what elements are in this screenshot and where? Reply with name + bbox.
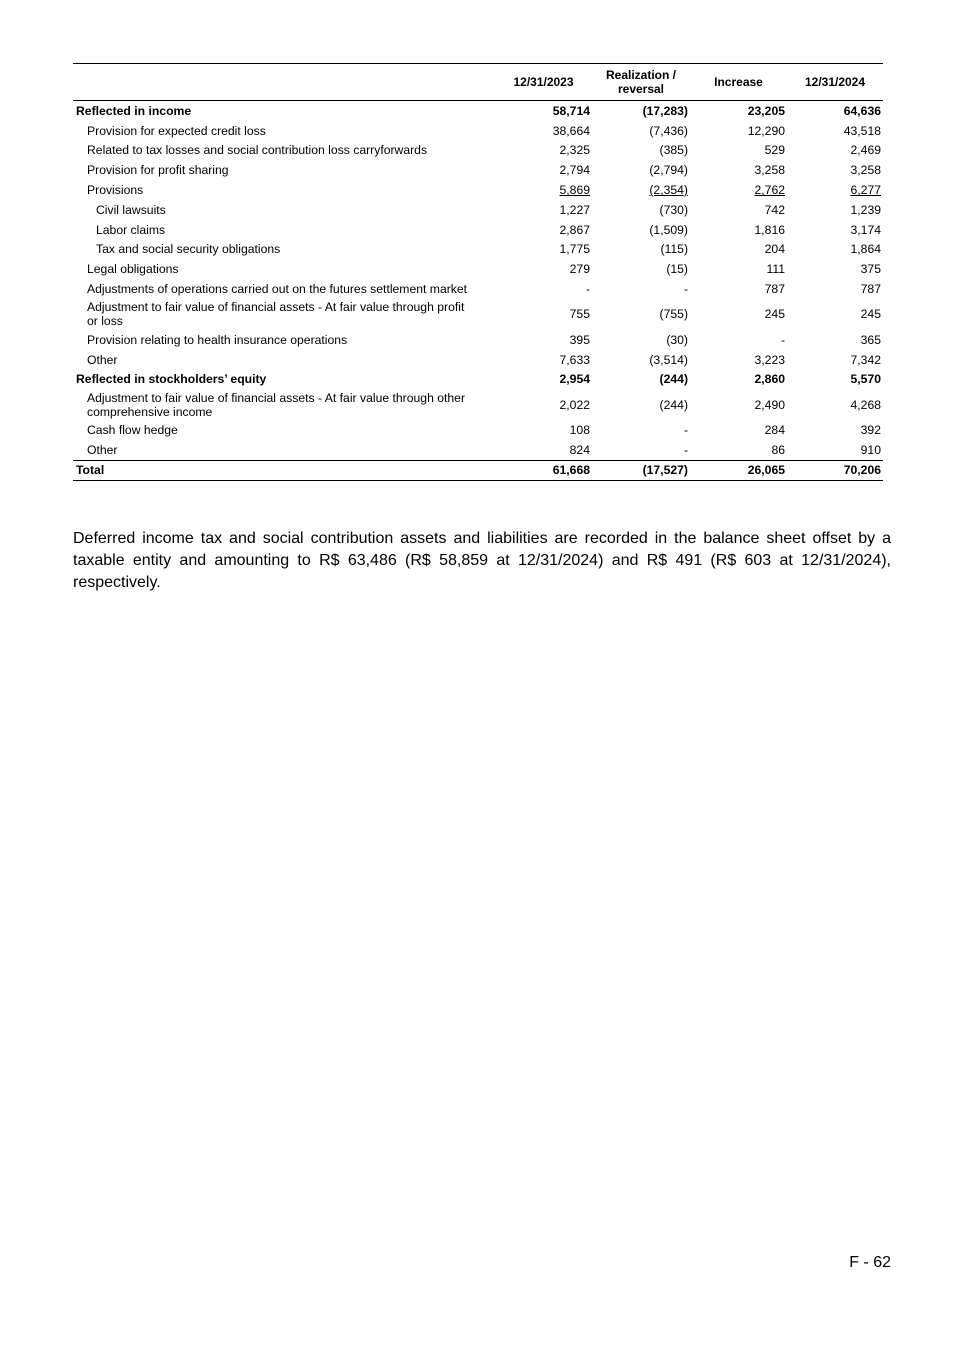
row-label: Reflected in income — [76, 103, 192, 118]
cell-increase: 3,223 — [754, 352, 785, 367]
header-label — [73, 64, 495, 101]
cell-increase: 787 — [764, 282, 785, 297]
table-row — [73, 330, 883, 350]
row-label: Provision for profit sharing — [87, 163, 229, 178]
row-label — [73, 389, 495, 420]
table-header-row — [73, 64, 883, 101]
cell-realization: - — [683, 282, 688, 297]
row-label: Provision relating to health insurance operations — [87, 332, 348, 347]
cell-realization: (17,527) — [592, 460, 690, 480]
row-label: Related to tax losses and social contribution loss carryforwards — [87, 143, 428, 158]
subtotal-value: (2,354) — [649, 183, 688, 198]
cell-12-31-2023: 61,668 — [495, 460, 592, 480]
cell-realization: - — [683, 443, 688, 458]
row-label — [73, 299, 495, 330]
cell-increase: 204 — [764, 242, 785, 257]
header-realization-line1: Realization / — [605, 68, 676, 82]
row-label: Labor claims — [96, 222, 166, 237]
cell-12-31-2023: 58,714 — [552, 103, 590, 118]
cell-12-31-2023: 2,325 — [559, 143, 590, 158]
cell-realization: (30) — [666, 332, 688, 347]
table-row — [73, 389, 883, 420]
header-increase: Increase — [690, 64, 787, 101]
cell-increase: 2,490 — [754, 397, 785, 412]
cell-12-31-2023: - — [585, 282, 590, 297]
cell-12-31-2024: 43,518 — [843, 123, 881, 138]
cell-12-31-2024: 5,570 — [850, 372, 881, 387]
table-row-provisions — [73, 180, 883, 200]
cell-realization: (755) — [659, 307, 688, 322]
cell-12-31-2024: 3,258 — [850, 163, 881, 178]
cell-12-31-2024: 64,636 — [843, 103, 881, 118]
cell-12-31-2024: 392 — [860, 423, 881, 438]
header-realization-reversal — [592, 64, 690, 101]
cell-12-31-2023: 1,227 — [559, 202, 590, 217]
cell-increase: 742 — [764, 202, 785, 217]
table-row — [73, 141, 883, 161]
deferred-tax-table-container — [73, 63, 883, 481]
cell-increase: 2,860 — [754, 372, 785, 387]
cell-12-31-2024: 1,239 — [850, 202, 881, 217]
cell-realization: (1,509) — [649, 222, 688, 237]
cell-12-31-2023 — [495, 180, 592, 200]
cell-realization: (244) — [659, 397, 688, 412]
cell-increase: 12,290 — [747, 123, 785, 138]
cell-12-31-2024: 787 — [860, 282, 881, 297]
cell-realization: (115) — [660, 242, 688, 257]
subtotal-value: 6,277 — [850, 183, 881, 198]
cell-increase: 529 — [764, 143, 785, 158]
cell-12-31-2024: 7,342 — [850, 352, 881, 367]
row-label: Adjustments of operations carried out on the futures settlement market — [87, 282, 468, 297]
table-row — [73, 440, 883, 460]
row-label: Reflected in stockholders’ equity — [76, 372, 267, 387]
cell-increase — [690, 180, 787, 200]
cell-12-31-2024: 375 — [860, 262, 881, 277]
header-12-31-2023: 12/31/2023 — [495, 64, 592, 101]
table-row — [73, 259, 883, 279]
table-row — [73, 240, 883, 260]
row-label-line2: or loss — [87, 314, 123, 329]
cell-12-31-2023: 2,954 — [559, 372, 590, 387]
cell-realization: (730) — [659, 202, 688, 217]
cell-12-31-2024 — [787, 180, 883, 200]
cell-increase: - — [780, 332, 785, 347]
row-label-line1: Adjustment to fair value of financial assets - At fair value through profit — [87, 300, 465, 315]
table-row-reflected-in-income — [73, 101, 883, 121]
cell-12-31-2024: 1,864 — [850, 242, 881, 257]
row-label: Provisions — [87, 183, 144, 198]
cell-12-31-2023: 279 — [569, 262, 590, 277]
cell-12-31-2023: 824 — [569, 443, 590, 458]
cell-increase: 3,258 — [754, 163, 785, 178]
cell-12-31-2023: 108 — [569, 423, 590, 438]
row-label: Legal obligations — [87, 262, 179, 277]
deferred-tax-paragraph: Deferred income tax and social contribution assets and liabilities are recorded in the balance sheet offset by a taxable entity and amounting to R$ 63,486 (R$ 58,859 at 12/31/2024) and R$ 491 (R$ 603 at 12/31/2024), respectively. — [73, 530, 891, 591]
cell-12-31-2023: 2,794 — [559, 163, 590, 178]
cell-12-31-2024: 2,469 — [850, 143, 881, 158]
row-label: Other — [87, 443, 118, 458]
table-row — [73, 420, 883, 440]
cell-realization: (244) — [659, 372, 688, 387]
table-row — [73, 200, 883, 220]
cell-increase: 111 — [766, 262, 785, 277]
cell-increase: 26,065 — [690, 460, 787, 480]
cell-12-31-2024: 3,174 — [850, 222, 881, 237]
cell-realization: - — [683, 423, 688, 438]
cell-12-31-2023: 2,022 — [559, 397, 590, 412]
table-row — [73, 160, 883, 180]
table-row-total — [73, 460, 883, 480]
cell-12-31-2024: 4,268 — [850, 397, 881, 412]
row-label: Cash flow hedge — [87, 423, 178, 438]
row-label: Other — [87, 352, 118, 367]
row-label: Total — [73, 460, 495, 480]
row-label-line1: Adjustment to fair value of financial assets - At fair value through other — [87, 390, 466, 405]
cell-increase: 86 — [771, 443, 785, 458]
cell-12-31-2023: 7,633 — [559, 352, 590, 367]
page-number: F - 62 — [849, 1254, 891, 1271]
cell-12-31-2023: 1,775 — [559, 242, 590, 257]
cell-12-31-2024: 365 — [860, 332, 881, 347]
cell-increase: 1,816 — [754, 222, 785, 237]
cell-12-31-2024: 245 — [860, 307, 881, 322]
cell-12-31-2023: 755 — [569, 307, 590, 322]
cell-12-31-2023: 38,664 — [552, 123, 590, 138]
deferred-tax-table — [73, 63, 883, 481]
cell-realization: (17,283) — [642, 103, 688, 118]
cell-realization: (3,514) — [649, 352, 688, 367]
cell-realization — [592, 180, 690, 200]
table-row — [73, 299, 883, 330]
subtotal-value: 5,869 — [559, 183, 590, 198]
subtotal-value: 2,762 — [754, 183, 785, 198]
cell-increase: 284 — [764, 423, 785, 438]
table-row — [73, 220, 883, 240]
table-row — [73, 279, 883, 299]
cell-12-31-2023: 2,867 — [559, 222, 590, 237]
row-label: Civil lawsuits — [96, 202, 166, 217]
cell-realization: (2,794) — [649, 163, 688, 178]
row-label: Tax and social security obligations — [96, 242, 281, 257]
cell-12-31-2023: 395 — [569, 332, 590, 347]
cell-realization: (7,436) — [649, 123, 688, 138]
cell-realization: (15) — [666, 262, 688, 277]
cell-increase: 23,205 — [747, 103, 785, 118]
row-label-line2: comprehensive income — [87, 404, 213, 419]
cell-12-31-2024: 910 — [860, 443, 881, 458]
cell-12-31-2024: 70,206 — [787, 460, 883, 480]
cell-realization: (385) — [659, 143, 688, 158]
cell-increase: 245 — [764, 307, 785, 322]
table-row-reflected-in-equity — [73, 370, 883, 390]
row-label: Provision for expected credit loss — [87, 123, 266, 138]
header-12-31-2024: 12/31/2024 — [787, 64, 883, 101]
table-row — [73, 350, 883, 370]
header-realization-line2: reversal — [617, 82, 665, 96]
table-row — [73, 121, 883, 141]
